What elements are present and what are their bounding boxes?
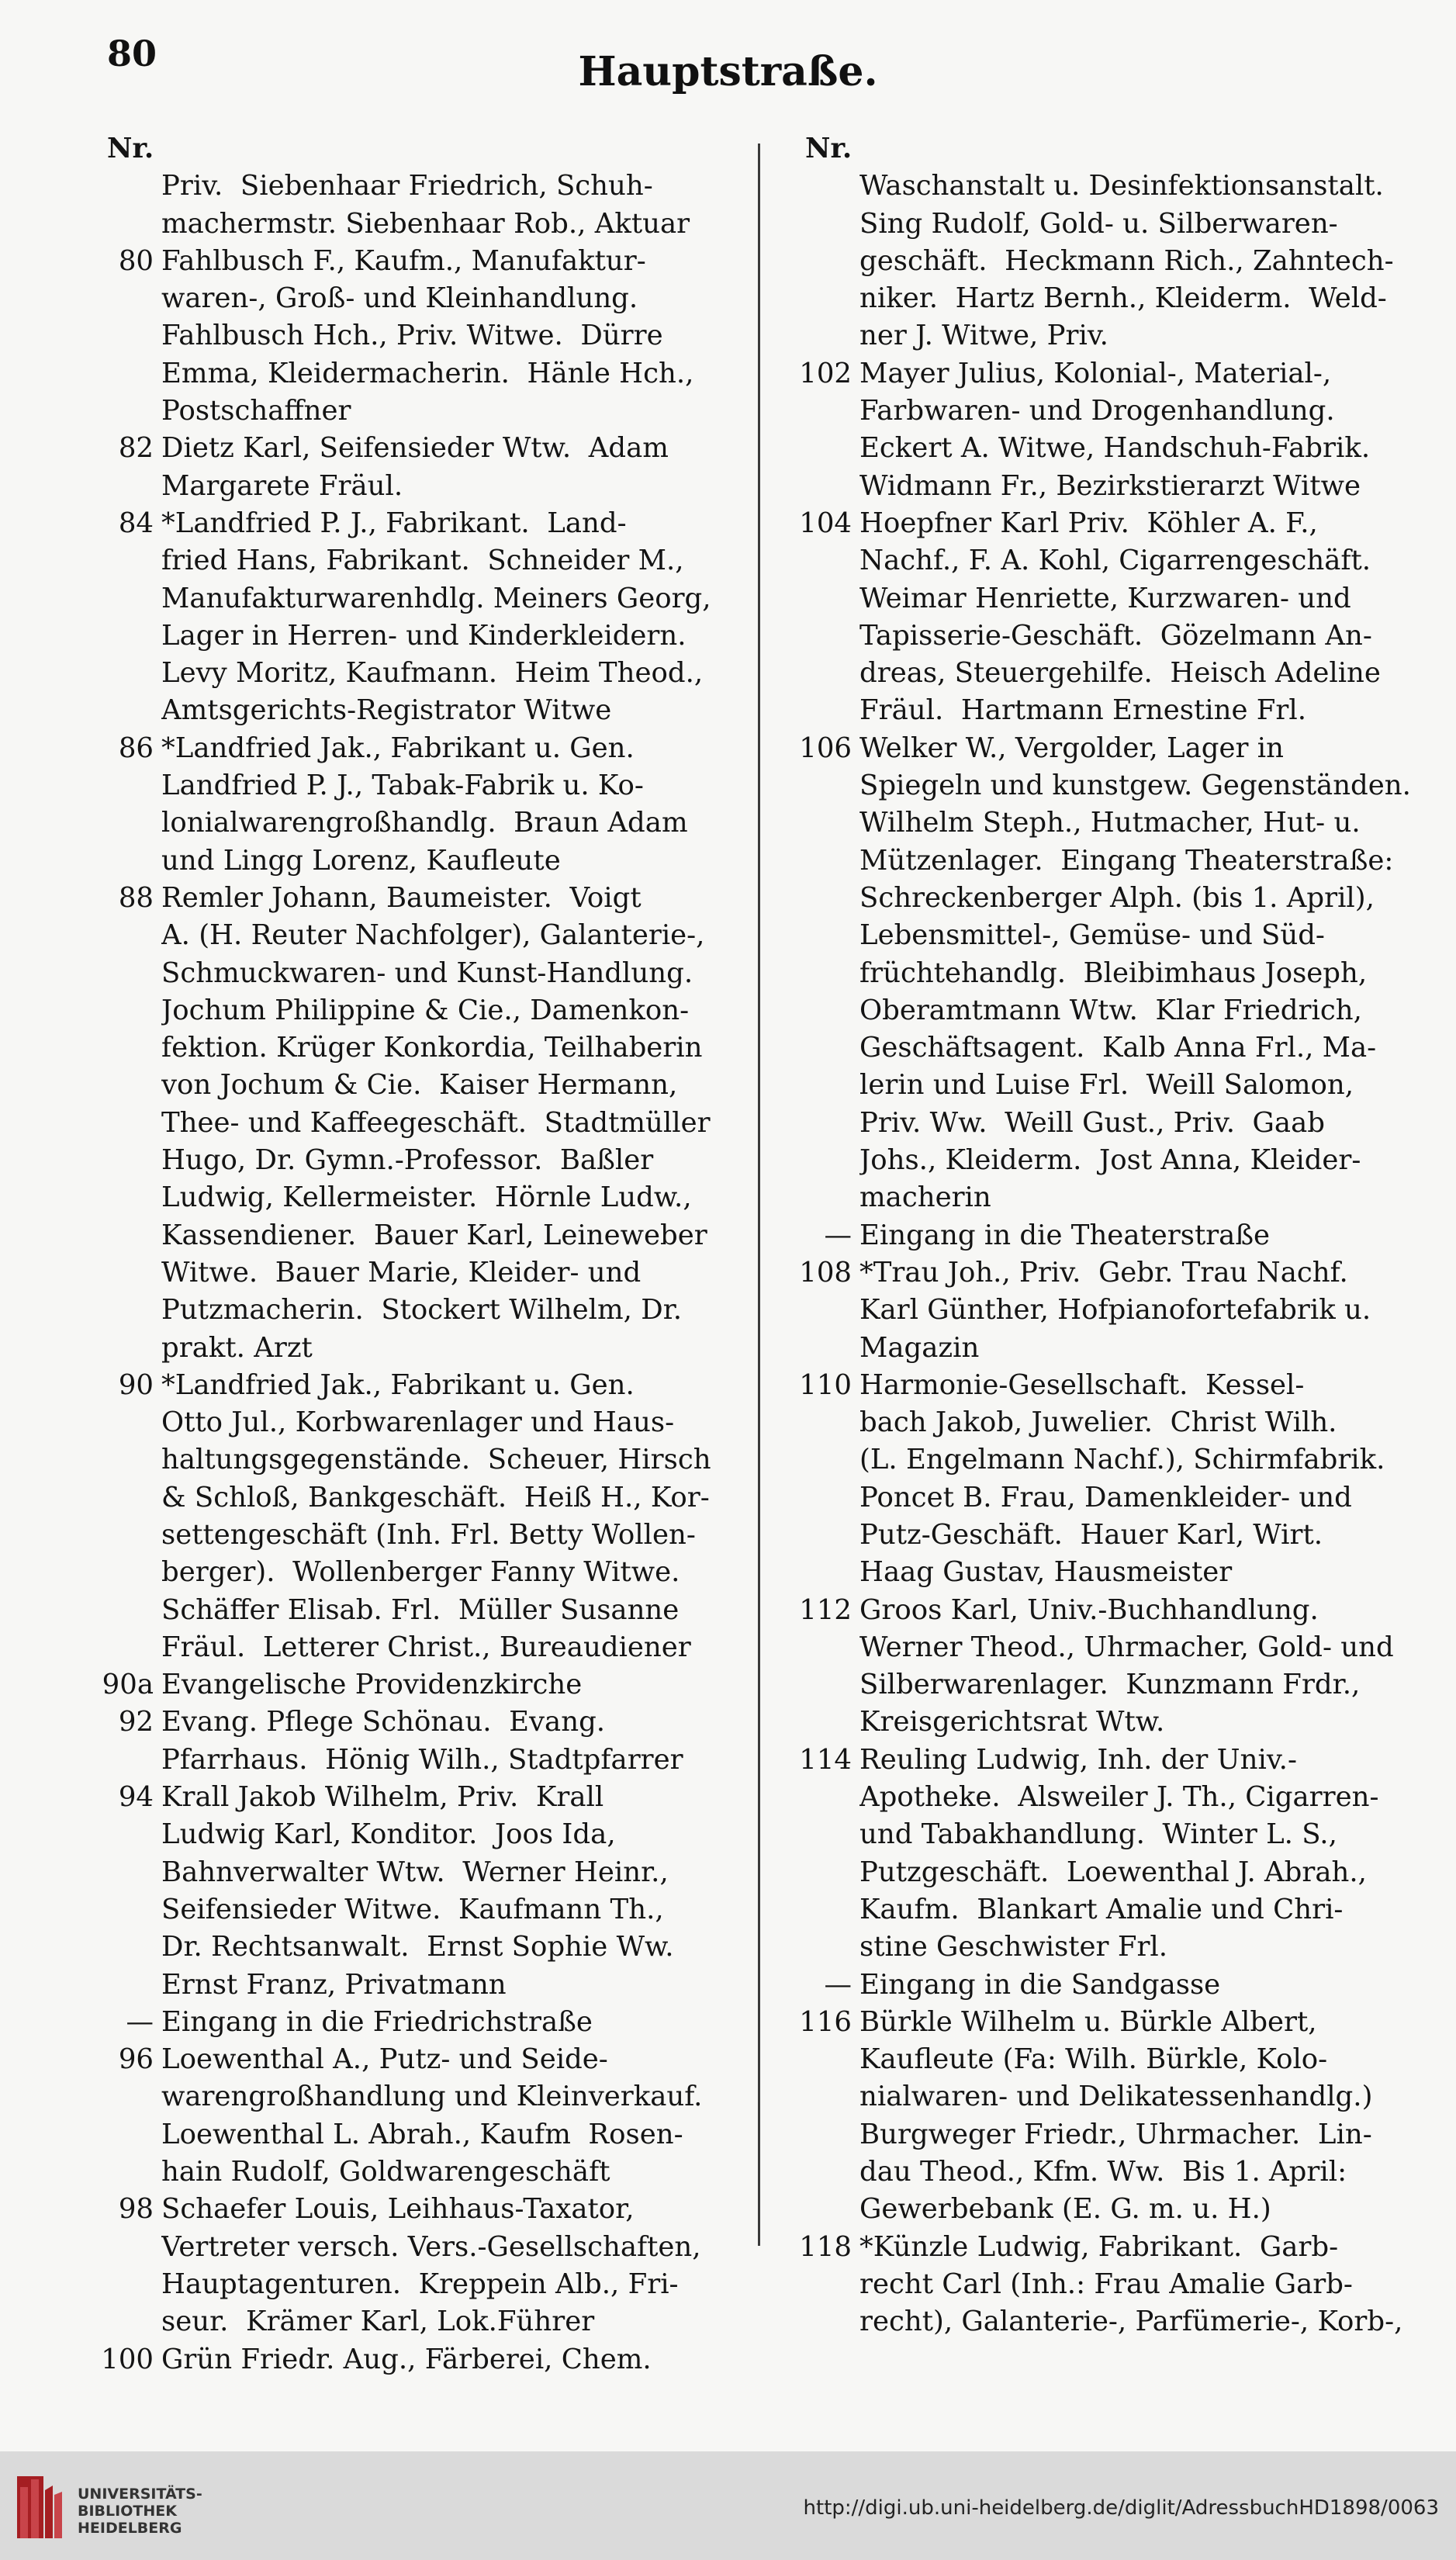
entry-line: Hugo, Dr. Gymn.-Professor. Baßler — [161, 1144, 654, 1177]
entry-line: Magazin — [859, 1331, 980, 1364]
house-number: 112 — [799, 1593, 852, 1626]
entry-line: Priv. Siebenhaar Friedrich, Schuh- — [161, 170, 653, 202]
entry-line: Bahnverwalter Wtw. Werner Heinr., — [161, 1856, 669, 1888]
entry-line: Eingang in die Friedrichstraße — [161, 2005, 593, 2038]
entry-line: Dietz Karl, Seifensieder Wtw. Adam — [161, 432, 669, 465]
entry-line: Manufakturwarenhdlg. Meiners Georg, — [161, 582, 711, 614]
entry-line: Lager in Herren- und Kinderkleidern. — [161, 619, 686, 652]
entry-text — [161, 168, 745, 243]
entry-line: Fräul. Letterer Christ., Bureaudiener — [161, 1631, 691, 1663]
entry-line: Waschanstalt u. Desinfektionsanstalt. — [859, 170, 1384, 202]
house-number: 90 — [118, 1368, 154, 1401]
entry-text — [161, 1704, 745, 1779]
entry-line: Krall Jakob Wilhelm, Priv. Krall — [161, 1781, 604, 1814]
entry-line: Eckert A. Witwe, Handschuh-Fabrik. — [859, 432, 1371, 465]
entry-line: Landfried P. J., Tabak-Fabrik u. Ko- — [161, 770, 644, 802]
house-number: — — [824, 1219, 852, 1251]
entry-text — [859, 1254, 1404, 1367]
entry-line: Evangelische Providenzkirche — [161, 1669, 583, 1701]
entry-line: Priv. Ww. Weill Gust., Priv. Gaab — [859, 1106, 1325, 1139]
entry-line: Welker W., Vergolder, Lager in — [859, 732, 1284, 764]
entry-line: ner J. Witwe, Priv. — [859, 320, 1108, 352]
entry-line: Spiegeln und kunstgew. Gegenständen. — [859, 770, 1411, 802]
entry-line: bach Jakob, Juwelier. Christ Wilh. — [859, 1406, 1337, 1439]
entry-line: lerin und Luise Frl. Weill Salomon, — [859, 1069, 1354, 1102]
entry-line: warengroßhandlung und Kleinverkauf. — [161, 2081, 703, 2113]
house-number: 110 — [799, 1368, 852, 1401]
entry-line: Poncet B. Frau, Damenkleider- und — [859, 1481, 1352, 1514]
house-number — [70, 168, 161, 243]
entry-line: Werner Theod., Uhrmacher, Gold- und — [859, 1631, 1394, 1663]
entry-line: Ernst Franz, Privatmann — [161, 1968, 507, 2001]
entry-line: Fahlbusch F., Kaufm., Manufaktur- — [161, 244, 646, 277]
address-entry — [70, 243, 745, 430]
entry-line: Nachf., F. A. Kohl, Cigarrengeschäft. — [859, 545, 1371, 577]
entry-line: Kreisgerichtsrat Wtw. — [859, 1706, 1165, 1738]
address-entry — [70, 1367, 745, 1666]
column-header-nr: Nr. — [107, 133, 154, 164]
entry-line: stine Geschwister Frl. — [859, 1931, 1168, 1963]
entry-line: und Tabakhandlung. Winter L. S., — [859, 1818, 1337, 1851]
entry-line: Wilhelm Steph., Hutmacher, Hut- u. — [859, 807, 1361, 839]
entry-text — [161, 1779, 745, 2004]
entry-text — [161, 730, 745, 880]
entry-text — [161, 243, 745, 430]
entry-text — [859, 2004, 1404, 2229]
library-name — [78, 2486, 202, 2537]
entry-line: Jochum Philippine & Cie., Damenkon- — [161, 994, 690, 1026]
entry-line: Fahlbusch Hch., Priv. Witwe. Dürre — [161, 320, 663, 352]
right-column — [768, 130, 1411, 2341]
entry-line: Schreckenberger Alph. (bis 1. April), — [859, 881, 1375, 914]
address-entry — [70, 2041, 745, 2191]
entry-line: Widmann Fr., Bezirkstierarzt Witwe — [859, 469, 1361, 502]
entry-line: Johs., Kleiderm. Jost Anna, Kleider- — [859, 1144, 1361, 1177]
entry-line: Thee- und Kaffeegeschäft. Stadtmüller — [161, 1106, 711, 1139]
address-entry — [768, 2229, 1404, 2341]
entry-line: *Landfried P. J., Fabrikant. Land- — [161, 507, 627, 539]
entry-line: Putzgeschäft. Loewenthal J. Abrah., — [859, 1856, 1367, 1888]
entry-line: niker. Hartz Bernh., Kleiderm. Weld- — [859, 282, 1387, 315]
entry-line: Geschäftsagent. Kalb Anna Frl., Ma- — [859, 1032, 1377, 1064]
entry-text — [161, 505, 745, 730]
library-name-line: BIBLIOTHEK — [78, 2503, 177, 2520]
house-number: — — [824, 1968, 852, 2001]
entry-line: geschäft. Heckmann Rich., Zahntech- — [859, 244, 1394, 277]
entry-line: A. (H. Reuter Nachfolger), Galanterie-, — [161, 919, 705, 952]
entry-line: haltungsgegenstände. Scheuer, Hirsch — [161, 1444, 711, 1476]
entry-text — [859, 355, 1404, 505]
entry-line: Groos Karl, Univ.-Buchhandlung. — [859, 1593, 1319, 1626]
entry-line: Schaefer Louis, Leihhaus-Taxator, — [161, 2193, 635, 2226]
entry-line: Karl Günther, Hofpianofortefabrik u. — [859, 1294, 1371, 1327]
entry-line: Putzmacherin. Stockert Wilhelm, Dr. — [161, 1294, 683, 1327]
house-number: 104 — [799, 507, 852, 539]
entry-text — [859, 730, 1411, 1217]
entry-line: Tapisserie-Geschäft. Gözelmann An- — [859, 619, 1372, 652]
entry-line: Sing Rudolf, Gold- u. Silberwaren- — [859, 207, 1338, 240]
entry-text — [859, 1217, 1404, 1254]
entry-line: Pfarrhaus. Hönig Wilh., Stadtpfarrer — [161, 1743, 683, 1776]
entry-line: recht), Galanterie-, Parfümerie-, Korb-, — [859, 2306, 1403, 2338]
address-entry — [768, 1742, 1404, 1967]
entry-line: prakt. Arzt — [161, 1331, 313, 1364]
entry-text — [161, 2191, 745, 2340]
entry-line: Reuling Ludwig, Inh. der Univ.- — [859, 1743, 1297, 1776]
entry-line: Harmonie-Gesellschaft. Kessel- — [859, 1368, 1305, 1401]
entry-line: Eingang in die Theaterstraße — [859, 1219, 1271, 1251]
entry-line: Apotheke. Alsweiler J. Th., Cigarren- — [859, 1781, 1379, 1814]
entry-line: recht Carl (Inh.: Frau Amalie Garb- — [859, 2268, 1353, 2300]
entry-line: Eingang in die Sandgasse — [859, 1968, 1221, 2001]
entry-line: Seifensieder Witwe. Kaufmann Th., — [161, 1893, 664, 1925]
library-name-line: UNIVERSITÄTS- — [78, 2486, 202, 2503]
entry-line: settengeschäft (Inh. Frl. Betty Wollen- — [161, 1518, 696, 1551]
entry-line: Kaufleute (Fa: Wilh. Bürkle, Kolo- — [859, 2043, 1328, 2076]
page-title: Hauptstraße. — [578, 48, 878, 95]
source-url-link[interactable]: http://digi.ub.uni-heidelberg.de/diglit/AdressbuchHD1898/0063 — [803, 2496, 1439, 2520]
entry-text — [161, 880, 745, 1367]
entry-line: seur. Krämer Karl, Lok.Führer — [161, 2306, 595, 2338]
entry-line: von Jochum & Cie. Kaiser Hermann, — [161, 1069, 678, 1102]
house-number: 92 — [118, 1706, 154, 1738]
entry-text — [161, 1367, 745, 1666]
page-number: 80 — [107, 33, 157, 74]
entry-text — [161, 2341, 745, 2378]
entry-line: (L. Engelmann Nachf.), Schirmfabrik. — [859, 1444, 1385, 1476]
entry-line: Remler Johann, Baumeister. Voigt — [161, 881, 642, 914]
entry-text — [161, 430, 745, 505]
entry-text — [161, 2004, 745, 2041]
entry-line: dau Theod., Kfm. Ww. Bis 1. April: — [859, 2156, 1347, 2188]
house-number: 86 — [118, 732, 154, 764]
house-number: 100 — [101, 2343, 154, 2375]
left-column — [70, 130, 745, 2378]
entry-line: Schäffer Elisab. Frl. Müller Susanne — [161, 1593, 680, 1626]
entry-line: Witwe. Bauer Marie, Kleider- und — [161, 1256, 642, 1289]
entry-line: fektion. Krüger Konkordia, Teilhaberin — [161, 1032, 703, 1064]
entry-text — [161, 1666, 745, 1704]
entry-line: Fräul. Hartmann Ernestine Frl. — [859, 694, 1307, 727]
entry-line: Haag Gustav, Hausmeister — [859, 1556, 1233, 1589]
entry-line: fried Hans, Fabrikant. Schneider M., — [161, 545, 684, 577]
address-entry — [70, 880, 745, 1367]
entry-text — [859, 1592, 1404, 1742]
address-entry — [70, 505, 745, 730]
entry-line: Hauptagenturen. Kreppein Alb., Fri- — [161, 2268, 679, 2300]
house-number: 84 — [118, 507, 154, 539]
entry-text — [859, 1967, 1404, 2004]
address-entry — [768, 355, 1404, 505]
entry-line: früchtehandlg. Bleibimhaus Joseph, — [859, 957, 1368, 989]
footer-bar — [0, 2451, 1456, 2560]
entry-line: Silberwarenlager. Kunzmann Frdr., — [859, 1669, 1361, 1701]
address-entry — [768, 1967, 1404, 2004]
entry-line: Loewenthal A., Putz- und Seide- — [161, 2043, 608, 2076]
entry-line: Schmuckwaren- und Kunst-Handlung. — [161, 957, 693, 989]
entry-text — [859, 505, 1404, 730]
house-number: 90a — [102, 1669, 154, 1701]
university-library-logo-icon — [16, 2472, 65, 2543]
entry-line: Bürkle Wilhelm u. Bürkle Albert, — [859, 2005, 1317, 2038]
entry-line: Amtsgerichts-Registrator Witwe — [161, 694, 612, 727]
address-entry — [768, 505, 1404, 730]
entry-line: *Künzle Ludwig, Fabrikant. Garb- — [859, 2230, 1339, 2263]
address-entry — [70, 730, 745, 880]
entry-text — [161, 2041, 745, 2191]
entry-line: Ludwig, Kellermeister. Hörnle Ludw., — [161, 1181, 692, 1214]
entry-line: waren-, Groß- und Kleinhandlung. — [161, 282, 638, 315]
entry-line: Farbwaren- und Drogenhandlung. — [859, 395, 1335, 427]
entry-line: Ludwig Karl, Konditor. Joos Ida, — [161, 1818, 616, 1851]
entry-text — [859, 168, 1404, 355]
house-number: 80 — [118, 244, 154, 277]
house-number — [768, 168, 859, 355]
house-number: 108 — [799, 1256, 852, 1289]
entry-line: Grün Friedr. Aug., Färberei, Chem. — [161, 2343, 652, 2375]
entry-line: & Schloß, Bankgeschäft. Heiß H., Kor- — [161, 1481, 710, 1514]
address-entry — [70, 1666, 745, 1704]
entry-line: Lebensmittel-, Gemüse- und Süd- — [859, 919, 1325, 952]
entry-line: *Landfried Jak., Fabrikant u. Gen. — [161, 732, 635, 764]
entry-line: berger). Wollenberger Fanny Witwe. — [161, 1556, 680, 1589]
house-number: 82 — [118, 432, 154, 465]
entry-line: Hoepfner Karl Priv. Köhler A. F., — [859, 507, 1318, 539]
house-number: 102 — [799, 357, 852, 389]
address-entry — [768, 2004, 1404, 2229]
entry-line: Vertreter versch. Vers.-Gesellschaften, — [161, 2230, 701, 2263]
address-entry — [70, 430, 745, 505]
entry-line: Loewenthal L. Abrah., Kaufm Rosen- — [161, 2118, 683, 2150]
address-entry — [768, 730, 1411, 1217]
house-number: 118 — [799, 2230, 852, 2263]
entry-line: Levy Moritz, Kaufmann. Heim Theod., — [161, 657, 704, 690]
entry-line: Margarete Fräul. — [161, 469, 403, 502]
address-entry — [768, 1254, 1404, 1367]
entry-line: macherin — [859, 1181, 991, 1214]
house-number: — — [126, 2005, 154, 2038]
entry-line: Oberamtmann Wtw. Klar Friedrich, — [859, 994, 1362, 1026]
entry-text — [859, 1367, 1404, 1592]
entry-line: Mayer Julius, Kolonial-, Material-, — [859, 357, 1332, 389]
entry-line: *Trau Joh., Priv. Gebr. Trau Nachf. — [859, 1256, 1348, 1289]
entry-line: Postschaffner — [161, 395, 351, 427]
address-entry — [70, 2341, 745, 2378]
house-number: 94 — [118, 1781, 154, 1814]
entry-line: Mützenlager. Eingang Theaterstraße: — [859, 844, 1394, 877]
house-number: 88 — [118, 881, 154, 914]
entry-line: Kaufm. Blankart Amalie und Chri- — [859, 1893, 1344, 1925]
entry-line: Evang. Pflege Schönau. Evang. — [161, 1706, 606, 1738]
library-name-line: HEIDELBERG — [78, 2520, 182, 2537]
entry-line: machermstr. Siebenhaar Rob., Aktuar — [161, 207, 690, 240]
address-entry — [768, 1592, 1404, 1742]
entry-line: *Landfried Jak., Fabrikant u. Gen. — [161, 1368, 635, 1401]
address-entry — [70, 2004, 745, 2041]
entry-line: Dr. Rechtsanwalt. Ernst Sophie Ww. — [161, 1931, 674, 1963]
entry-line: lonialwarengroßhandlg. Braun Adam — [161, 807, 688, 839]
entry-line: Otto Jul., Korbwarenlager und Haus- — [161, 1406, 675, 1439]
address-entry — [70, 1704, 745, 1779]
entry-line: hain Rudolf, Goldwarengeschäft — [161, 2156, 610, 2188]
house-number: 116 — [799, 2005, 852, 2038]
house-number: 98 — [118, 2193, 154, 2226]
address-entry — [70, 1779, 745, 2004]
entry-line: Gewerbebank (E. G. m. u. H.) — [859, 2193, 1271, 2226]
entry-line: und Lingg Lorenz, Kaufleute — [161, 844, 561, 877]
address-entry — [70, 2191, 745, 2340]
address-entry — [768, 1217, 1404, 1254]
address-entry — [768, 168, 1404, 355]
house-number: 106 — [799, 732, 852, 764]
entry-line: dreas, Steuergehilfe. Heisch Adeline — [859, 657, 1381, 690]
column-divider — [758, 144, 760, 2246]
entry-line: Weimar Henriette, Kurzwaren- und — [859, 582, 1351, 614]
entry-text — [859, 1742, 1404, 1967]
house-number: 114 — [799, 1743, 852, 1776]
house-number: 96 — [118, 2043, 154, 2076]
entry-line: Burgweger Friedr., Uhrmacher. Lin- — [859, 2118, 1372, 2150]
address-entry — [768, 1367, 1404, 1592]
entry-text — [859, 2229, 1404, 2341]
column-header-nr: Nr. — [805, 133, 853, 164]
address-entry — [70, 168, 745, 243]
entry-line: nialwaren- und Delikatessenhandlg.) — [859, 2081, 1373, 2113]
entry-line: Kassendiener. Bauer Karl, Leineweber — [161, 1219, 707, 1251]
entry-line: Putz-Geschäft. Hauer Karl, Wirt. — [859, 1518, 1323, 1551]
entry-line: Emma, Kleidermacherin. Hänle Hch., — [161, 357, 694, 389]
